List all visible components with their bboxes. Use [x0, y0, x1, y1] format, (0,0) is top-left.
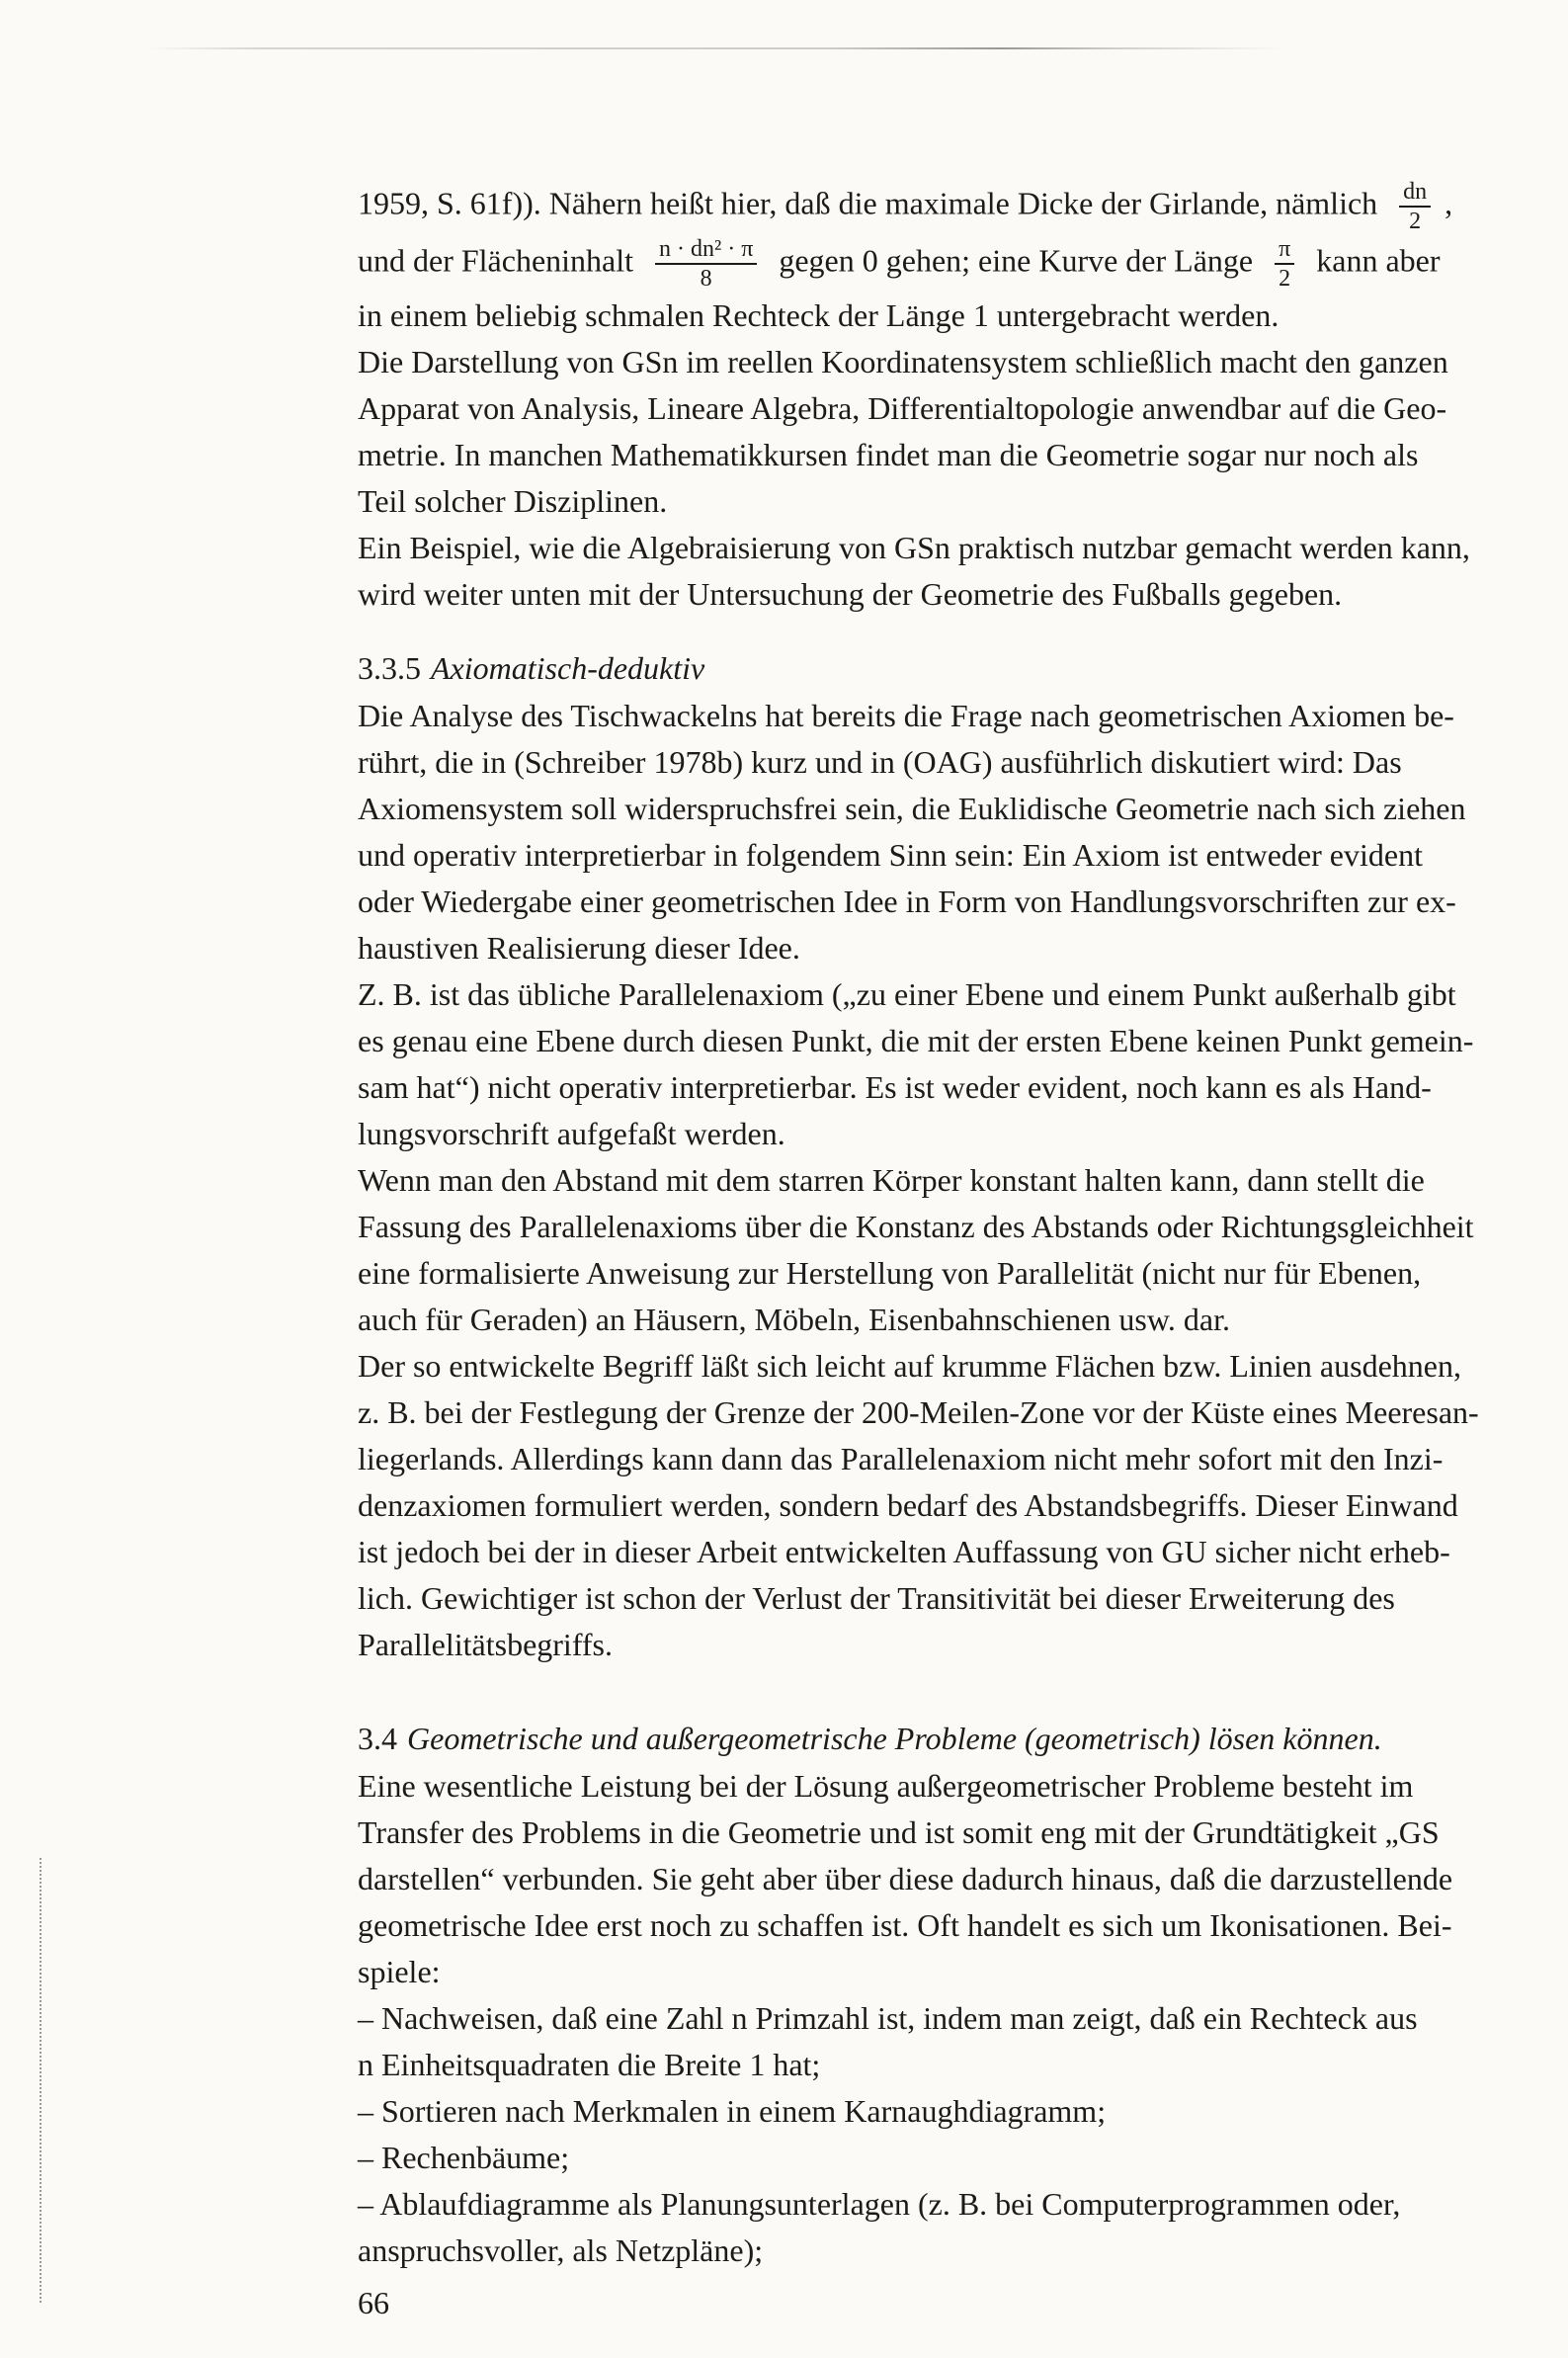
text-line: denzaxiomen formuliert werden, sondern bedarf des Abstandsbegriffs. Dieser Einwand: [358, 1487, 1458, 1523]
fraction-area: [655, 235, 757, 293]
text-line: spiele:: [358, 1954, 441, 1989]
text-line: lich. Gewichtiger ist schon der Verlust der Transitivität bei dieser Erweiterung des: [358, 1580, 1395, 1616]
section-title: Axiomatisch-deduktiv: [431, 650, 705, 686]
text-line: auch für Geraden) an Häusern, Möbeln, Eisenbahnschienen usw. dar.: [358, 1302, 1230, 1337]
text-line: wird weiter unten mit der Untersuchung der Geometrie des Fußballs gegeben.: [358, 576, 1343, 612]
text-line: Apparat von Analysis, Lineare Algebra, Differentialtopologie anwendbar auf die Geo-: [358, 390, 1447, 426]
text-line: Ein Beispiel, wie die Algebraisierung von GSn praktisch nutzbar gemacht werden kann,: [358, 530, 1470, 565]
text-line: Die Analyse des Tischwackelns hat bereits die Frage nach geometrischen Axiomen be-: [358, 698, 1454, 733]
text-line: in einem beliebig schmalen Rechteck der Länge 1 untergebracht werden.: [358, 297, 1279, 333]
text-line: Axiomensystem soll widerspruchsfrei sein, die Euklidische Geometrie nach sich ziehen: [358, 791, 1466, 826]
intro-line1-tail: ,: [1444, 185, 1453, 221]
scan-left-edge: [40, 1858, 55, 2303]
scan-top-edge: [148, 47, 1284, 49]
text-line: und operativ interpretierbar in folgendem Sinn sein: Ein Axiom ist entweder evident: [358, 837, 1423, 873]
intro-line2-mid: gegen 0 gehen; eine Kurve der Länge: [779, 242, 1254, 279]
fraction-numerator: n · dn² · π: [655, 235, 757, 265]
text-line: z. B. bei der Festlegung der Grenze der 200-Meilen-Zone vor der Küste eines Meeresan-: [358, 1394, 1479, 1430]
text-line: Parallelitätsbegriffs.: [358, 1627, 613, 1662]
document-page: [358, 178, 1543, 2358]
page-number: 66: [358, 2285, 389, 2320]
fraction-denominator: 8: [700, 266, 712, 292]
text-line: Transfer des Problems in die Geometrie und ist somit eng mit der Grundtätigkeit „GS: [358, 1814, 1440, 1850]
fraction-dn-over-2: [1399, 178, 1431, 235]
section-number: 3.3.5: [358, 650, 421, 686]
text-line: Die Darstellung von GSn im reellen Koordinatensystem schließlich macht den ganzen: [358, 344, 1448, 379]
text-line: oder Wiedergabe einer geometrischen Idee in Form von Handlungsvorschriften zur ex-: [358, 884, 1456, 919]
text-line: Teil solcher Disziplinen.: [358, 483, 668, 519]
list-item: – Rechenbäume;: [358, 2140, 570, 2175]
text-line: es genau eine Ebene durch diesen Punkt, die mit der ersten Ebene keinen Punkt gemein-: [358, 1023, 1474, 1058]
intro-line1: 1959, S. 61f)). Nähern heißt hier, daß die maximale Dicke der Girlande, nämlich: [358, 185, 1378, 221]
text-line: ist jedoch bei der in dieser Arbeit entwickelten Auffassung von GU sicher nicht erheb-: [358, 1534, 1450, 1569]
text-line: Eine wesentliche Leistung bei der Lösung außergeometrischer Probleme besteht im: [358, 1768, 1414, 1804]
section-title: Geometrische und außergeometrische Probleme (geometrisch) lösen können.: [407, 1721, 1382, 1756]
text-line: [358, 178, 1543, 235]
text-line: Wenn man den Abstand mit dem starren Körper konstant halten kann, dann stellt die: [358, 1162, 1425, 1198]
text-line: lungsvorschrift aufgefaßt werden.: [358, 1116, 785, 1151]
list-item: – Sortieren nach Merkmalen in einem Karnaughdiagramm;: [358, 2093, 1107, 2129]
list-item: n Einheitsquadraten die Breite 1 hat;: [358, 2047, 821, 2082]
list-item: – Ablaufdiagramme als Planungsunterlagen (z. B. bei Computerprogrammen oder,: [358, 2186, 1401, 2222]
intro-line2-pre: und der Flächeninhalt: [358, 242, 634, 279]
fraction-numerator: dn: [1399, 178, 1431, 208]
fraction-pi-over-2: [1275, 235, 1294, 293]
text-line: Z. B. ist das übliche Parallelenaxiom („zu einer Ebene und einem Punkt außerhalb gibt: [358, 976, 1456, 1012]
text-line: eine formalisierte Anweisung zur Herstellung von Parallelität (nicht nur für Ebenen,: [358, 1255, 1422, 1291]
list-item: – Nachweisen, daß eine Zahl n Primzahl ist, indem man zeigt, daß ein Rechteck aus: [358, 2000, 1418, 2036]
text-line: geometrische Idee erst noch zu schaffen ist. Oft handelt es sich um Ikonisationen. Bei-: [358, 1907, 1452, 1943]
section-number: 3.4: [358, 1721, 397, 1756]
section-heading-34: [358, 1714, 1543, 1763]
intro-line2-post: kann aber: [1316, 242, 1441, 279]
fraction-denominator: 2: [1279, 266, 1291, 292]
text-line: darstellen“ verbunden. Sie geht aber über diese dadurch hinaus, daß die darzustellende: [358, 1861, 1453, 1896]
fraction-denominator: 2: [1409, 209, 1422, 234]
text-line: liegerlands. Allerdings kann dann das Parallelenaxiom nicht mehr sofort mit den Inzi-: [358, 1441, 1444, 1476]
text-line: Der so entwickelte Begriff läßt sich leicht auf krumme Flächen bzw. Linien ausdehnen,: [358, 1348, 1461, 1384]
text-line: haustiven Realisierung dieser Idee.: [358, 930, 800, 966]
list-item: anspruchsvoller, als Netzpläne);: [358, 2232, 764, 2268]
text-line: metrie. In manchen Mathematikkursen findet man die Geometrie sogar nur noch als: [358, 437, 1419, 472]
fraction-numerator: π: [1275, 235, 1294, 265]
section-heading-335: [358, 643, 1543, 693]
text-line: rührt, die in (Schreiber 1978b) kurz und in (OAG) ausführlich diskutiert wird: Das: [358, 744, 1402, 780]
text-line: [358, 235, 1543, 293]
text-line: Fassung des Parallelenaxioms über die Konstanz des Abstands oder Richtungsgleichheit: [358, 1209, 1474, 1244]
text-line: sam hat“) nicht operativ interpretierbar. Es ist weder evident, noch kann es als Hand-: [358, 1069, 1432, 1105]
